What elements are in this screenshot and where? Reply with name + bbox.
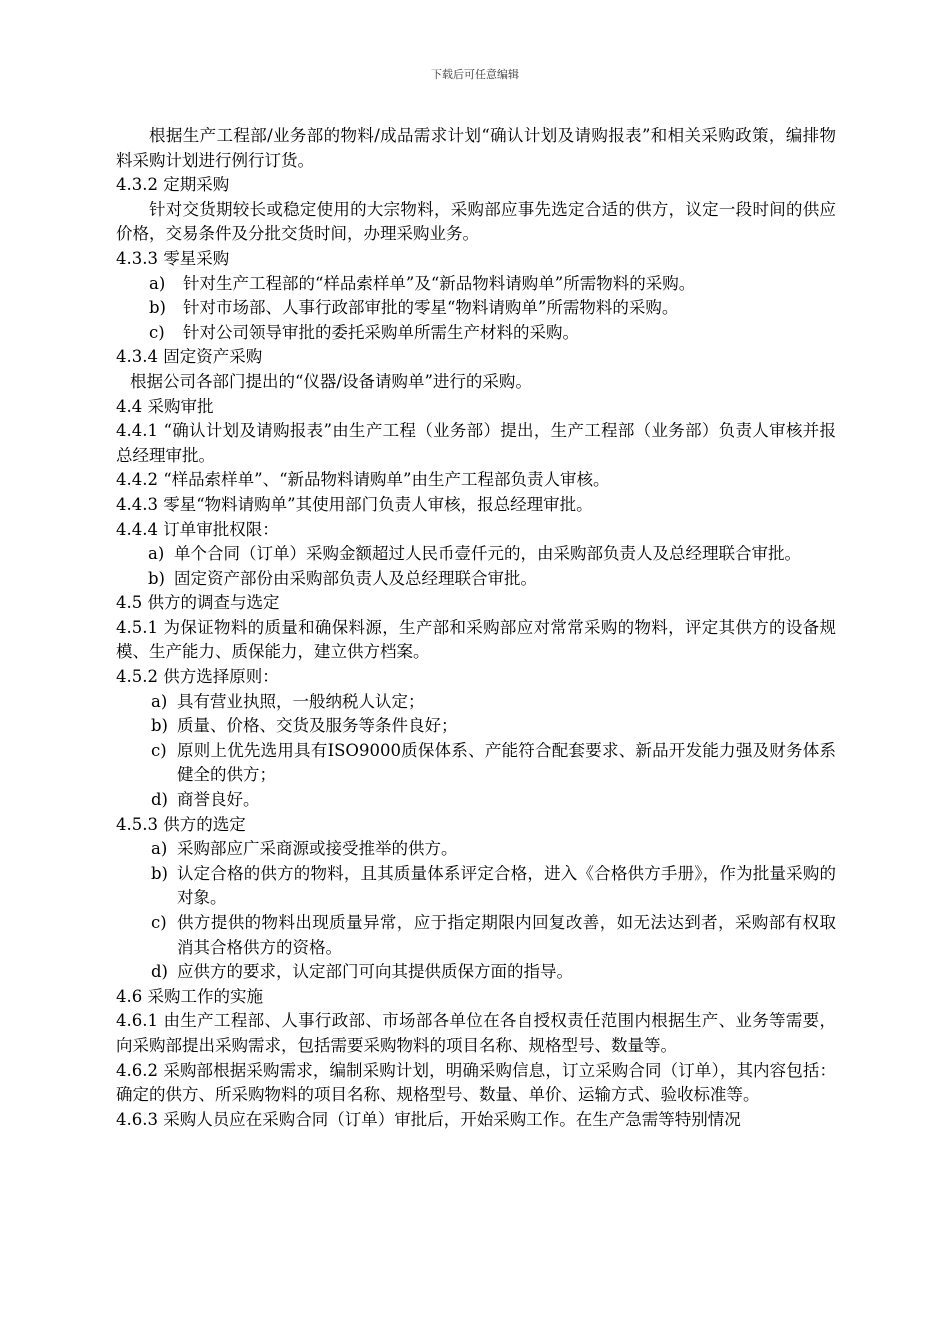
list-marker: c) [149, 322, 165, 342]
list-item [116, 690, 836, 715]
paragraph: 根据公司各部门提出的“仪器/设备请购单”进行的采购。 [130, 371, 532, 391]
list-item-text: 单个合同（订单）采购金额超过人民币壹仟元的，由采购部负责人及总经理联合审批。 [174, 544, 801, 564]
list-marker: a) [149, 273, 166, 293]
list-item-text: 供方提供的物料出现质量异常，应于指定期限内回复改善，如无法达到者，采购部有权取消其合格供方的资格。 [177, 913, 836, 957]
section-heading: 4.4.4 订单审批权限： [116, 519, 279, 539]
document-body [116, 124, 836, 1132]
list-marker: b) [151, 716, 168, 736]
list-item-text: 针对市场部、人事行政部审批的零星“物料请购单”所需物料的采购。 [183, 298, 679, 318]
list-item [116, 837, 836, 862]
list-item [116, 714, 836, 739]
list-marker: b) [149, 298, 166, 318]
section-heading: 4.5 供方的调查与选定 [116, 593, 280, 613]
section-heading: 4.3.3 零星采购 [116, 248, 230, 268]
section-heading: 4.6 采购工作的实施 [116, 986, 263, 1006]
list-item-text: 针对公司领导审批的委托采购单所需生产材料的采购。 [183, 322, 579, 342]
list-item-text: 采购部应广采商源或接受推举的供方。 [177, 839, 458, 859]
list-item [116, 960, 836, 985]
list-marker: c) [151, 913, 167, 932]
list-item [116, 296, 836, 321]
paragraph: 4.4.1 “确认计划及请购报表”由生产工程（业务部）提出，生产工程部（业务部）负责人审核并报总经理审批。 [116, 421, 836, 465]
paragraph: 4.4.2 “样品索样单”、“新品物料请购单”由生产工程部负责人审核。 [116, 470, 610, 490]
list-marker: d) [151, 962, 168, 982]
list-item [116, 911, 836, 960]
list-item-text: 认定合格的供方的物料，且其质量体系评定合格，进入《合格供方手册》，作为批量采购的对象。 [177, 863, 836, 908]
paragraph: 4.5.1 为保证物料的质量和确保料源，生产部和采购部应对常常采购的物料，评定其供方的设备规模、生产能力、质保能力，建立供方档案。 [116, 617, 836, 662]
paragraph: 4.6.1 由生产工程部、人事行政部、市场部各单位在各自授权责任范围内根据生产、业务等需要，向采购部提出采购需求，包括需要采购物料的项目名称、规格型号、数量等。 [116, 1011, 836, 1055]
list-item-text: 质量、价格、交货及服务等条件良好； [177, 716, 458, 736]
list-item-text: 固定资产部份由采购部负责人及总经理联合审批。 [174, 568, 537, 588]
list-marker: b) [151, 863, 168, 883]
list-marker: d) [151, 790, 168, 810]
section-heading: 4.4 采购审批 [116, 396, 214, 416]
list-marker: a) [151, 691, 168, 711]
paragraph: 根据生产工程部/业务部的物料/成品需求计划“确认计划及请购报表”和相关采购政策，编排物料采购计划进行例行订货。 [116, 126, 836, 170]
list-item-text: 应供方的要求，认定部门可向其提供质保方面的指导。 [177, 962, 573, 982]
list-marker: a) [148, 544, 165, 564]
list-item-text: 原则上优先选用具有ISO9000质保体系、产能符合配套要求、新品开发能力强及财务体系健全的供方； [177, 740, 836, 785]
section-heading: 4.5.2 供方选择原则： [116, 667, 279, 687]
list-item-text: 针对生产工程部的“样品索样单”及“新品物料请购单”所需物料的采购。 [183, 273, 696, 293]
list-item [116, 788, 836, 813]
paragraph: 针对交货期较长或稳定使用的大宗物料，采购部应事先选定合适的供方，议定一段时间的供应价格，交易条件及分批交货时间，办理采购业务。 [116, 199, 836, 244]
section-heading: 4.5.3 供方的选定 [116, 814, 246, 834]
paragraph: 4.6.3 采购人员应在采购合同（订单）审批后，开始采购工作。在生产急需等特别情况 [116, 1109, 741, 1129]
list-item [116, 862, 836, 911]
section-heading: 4.3.2 定期采购 [116, 175, 230, 195]
list-marker: a) [151, 839, 168, 859]
list-item [116, 542, 836, 567]
paragraph: 4.4.3 零星“物料请购单”其使用部门负责人审核，报总经理审批。 [116, 494, 593, 514]
list-item [116, 272, 836, 297]
list-item-text: 具有营业执照，一般纳税人认定； [177, 691, 425, 711]
list-item-text: 商誉良好。 [177, 790, 260, 810]
list-item [116, 567, 836, 592]
list-item [116, 739, 836, 788]
paragraph: 4.6.2 采购部根据采购需求，编制采购计划，明确采购信息，订立采购合同（订单），其内容包括：确定的供方、所采购物料的项目名称、规格型号、数量、单价、运输方式、验收标准等。 [116, 1060, 836, 1105]
page-header: 下载后可任意编辑 [431, 68, 519, 81]
list-item [116, 321, 836, 346]
list-marker: c) [151, 740, 167, 760]
section-heading: 4.3.4 固定资产采购 [116, 347, 263, 367]
list-marker: b) [148, 568, 165, 588]
